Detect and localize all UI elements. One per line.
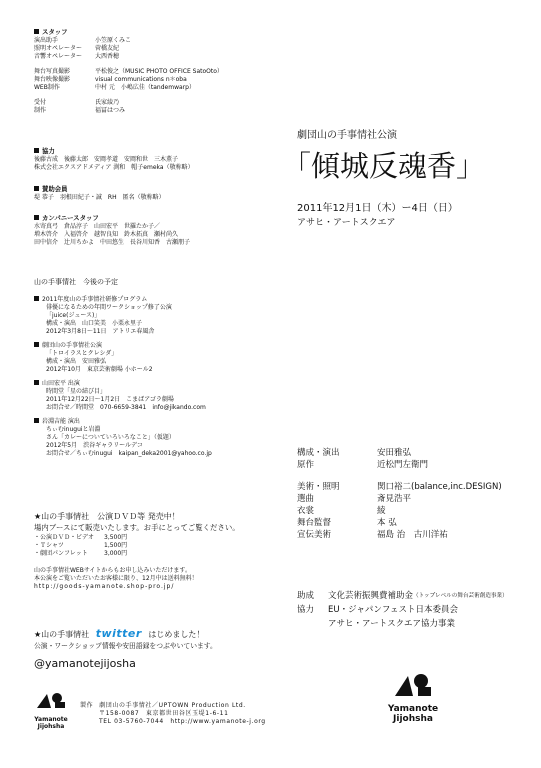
company-staff-section (34, 214, 190, 247)
show-venue: アサヒ・アートスクエア (297, 218, 396, 228)
row-value: 氏家綾乃 (95, 99, 120, 106)
schedule-heading: 山の手事情社 今後の予定 (34, 278, 118, 286)
schedule-contact[interactable]: お問合せ／時間堂 070-6659-3841 info@jikando.com (46, 404, 206, 411)
schedule-item-title-row (34, 418, 212, 426)
row-label: 衣裳 (297, 506, 315, 516)
twitter-section (34, 627, 217, 672)
logo-text-line1: Yamanote (34, 716, 68, 723)
schedule-item-title-row (34, 342, 212, 350)
goods-shop-link[interactable]: http://goods-yamanote.shop-pro.jp/ (34, 583, 175, 590)
production-line1: 劇団山の手事情社／UPTOWN Production Ltd. (99, 702, 246, 709)
credit-row (34, 45, 223, 53)
staff-section (34, 28, 223, 122)
cooperation-label: 協力 (297, 605, 315, 615)
dvd-item-name: ・公演ＤＶＤ・ビデオ (34, 534, 94, 541)
schedule-item-title: 岩淵吉能 演出 (42, 418, 80, 425)
dvd-price-row (34, 550, 240, 558)
credit-row (34, 53, 223, 61)
row-label: 舞台監督 (297, 518, 332, 528)
staff-group-2 (34, 68, 223, 92)
yamanote-logo-icon (29, 688, 73, 712)
grant-note: （トップレベルの舞台芸術創造事業） (413, 593, 508, 599)
dvd-item-price: 3,000円 (104, 550, 128, 557)
credit-row (297, 529, 502, 541)
row-label: 美術・照明 (297, 482, 340, 492)
row-value: 中村 元 小嶋広佳（tandemwarp） (95, 84, 195, 91)
row-value: visual communications n＊oba (95, 76, 187, 83)
dvd-item-name: ・Ｔシャツ (34, 542, 64, 549)
yamanote-logo-icon (383, 668, 443, 700)
square-bullet-icon (34, 148, 39, 153)
grant-value: 文化芸術振興費補助金 (328, 591, 414, 601)
row-value: 大西香穂 (95, 53, 120, 60)
schedule-item-title-row (34, 296, 212, 304)
schedule-item-line: 俳優になるための年間ワークショップ修了公演 (46, 304, 172, 311)
staff-title: スタッフ (42, 28, 68, 36)
credit-row (34, 99, 223, 107)
credits-group-2 (297, 481, 502, 541)
dvd-price-row (34, 542, 240, 550)
schedule-item-title: 2011年度山の手事情社研修プログラム (42, 296, 148, 303)
row-value: 福冨はつみ (95, 107, 126, 114)
square-bullet-icon (34, 186, 39, 191)
cooperation-line: 後藤古成 後藤太郎 安岡孝道 安岡和世 三木薫子 (34, 156, 179, 163)
dvd-heading: ★山の手事情社 公演ＤＶＤ等 発売中！ (34, 512, 180, 521)
dvd-web-line: 本公演をご覧いただいたお客様に限り、12月中は送料無料！ (34, 575, 198, 582)
schedule-item-line: 「トロイラスとクレシダ」 (46, 350, 118, 357)
credit-row (297, 505, 502, 517)
production-address: 〒158-0087 東京都世田谷区玉堤1-6-11 (99, 710, 229, 717)
credit-row (34, 84, 223, 92)
square-bullet-icon (34, 380, 39, 385)
twitter-suffix: はじめました！ (148, 630, 205, 639)
schedule-contact[interactable]: お問合せ／ちぃむinugui kaipan_deka2001@yahoo.co.jp (46, 450, 212, 457)
dvd-subtext: 場内ブースにて販売いたします。お手にとってご覧ください。 (34, 523, 240, 532)
cooperation-title: 協力 (42, 147, 55, 155)
production-label: 製作 (80, 702, 94, 709)
cooperation-value-2: アサヒ・アートスクエア協力事業 (328, 619, 455, 629)
row-value: 関口裕二(balance,inc.DESIGN) (377, 482, 502, 492)
schedule-item-title-row (34, 380, 212, 388)
schedule-item-line: 構成・演出 山口笑美 小栗永里子 (46, 320, 143, 327)
show-troupe-line: 劇団山の手事情社公演 (297, 130, 397, 141)
schedule-item-line: 構成・演出 安田雅弘 (46, 358, 107, 365)
schedule-item (34, 296, 212, 336)
row-label: 構成・演出 (297, 448, 340, 458)
credit-row (297, 493, 502, 505)
square-bullet-icon (34, 296, 39, 301)
row-label: 演出助手 (34, 37, 59, 44)
schedule-item (34, 342, 212, 374)
row-value: 本 弘 (377, 518, 397, 528)
schedule-item-line: 「juice(ジュース)」 (46, 312, 101, 319)
row-label: 制作 (34, 107, 47, 114)
row-label: 宣伝美術 (297, 530, 332, 540)
company-staff-line: 田中信介 辻川ちかよ 中田悠生 長谷川知香 古瀬朋子 (34, 239, 191, 246)
logo-text-line2: Jijohsha (37, 723, 65, 730)
credit-row (297, 517, 502, 529)
schedule-list (34, 296, 212, 464)
credit-row (297, 481, 502, 493)
row-value: 綾 (377, 506, 386, 516)
row-label: 選曲 (297, 494, 315, 504)
row-label: 原作 (297, 460, 315, 470)
schedule-item-line: 2011年12月22日〜1月2日 こまばアゴラ劇場 (46, 396, 174, 403)
production-info (80, 702, 266, 726)
credits (297, 447, 502, 541)
schedule-item-line: 2012年3月8日〜11日 アトリエ春風舎 (46, 328, 155, 335)
row-label: 受付 (34, 99, 47, 106)
company-staff-line: 水寄真弓 倉品淳子 山田宏平 世羅たか子／ (34, 223, 161, 230)
twitter-handle[interactable]: @yamanotejijosha (34, 657, 136, 670)
dvd-item-name: ・劇団パンフレット (34, 550, 88, 557)
row-label: WEB制作 (34, 84, 60, 91)
support-section (297, 589, 508, 631)
credit-row (34, 37, 223, 45)
credits-group-1 (297, 447, 502, 471)
grant-label: 助成 (297, 591, 315, 601)
row-label: 舞台映像撮影 (34, 76, 71, 83)
cooperation-section (34, 147, 194, 172)
dvd-price-row (34, 534, 240, 542)
cooperation-line: 株式会社エクスアドメディア 渕和 帽子emeka（敬称略） (34, 164, 194, 171)
credit-row (34, 107, 223, 115)
dvd-section (34, 511, 240, 591)
twitter-prefix: ★山の手事情社 (34, 630, 90, 639)
row-value: 斎見浩平 (377, 494, 412, 504)
supporters-line: 堤 恭子 羽根田紀子・誠 RH 匿名（敬称略） (34, 194, 165, 201)
schedule-item-line: ちぃむinuguiと岩淵 (46, 426, 101, 433)
credit-row (297, 447, 502, 459)
row-label: 音響オペレーター (34, 53, 83, 60)
company-staff-line: 増木啓介 入福啓介 越智良知 鈴木拓真 瀬村尚久 (34, 231, 179, 238)
production-contact[interactable]: TEL 03-5760-7044 http://www.yamanote-j.org (99, 718, 266, 725)
schedule-item-line: さん「カレーについていろいろなこと」（仮題） (46, 434, 175, 441)
company-staff-title: カンパニースタッフ (42, 214, 99, 222)
twitter-description: 公演・ワークショップ情報や安田語録をつぶやいています。 (34, 642, 217, 650)
row-value: 安田雅弘 (377, 448, 412, 458)
row-value: 福島 治 古川洋祐 (377, 530, 448, 540)
logo-text-line1: Yamanote (387, 704, 439, 714)
schedule-item-title: 山田宏平 出演 (42, 380, 80, 387)
schedule-item-line: 2012年5月 渋谷ギャラリールデコ (46, 442, 143, 449)
schedule-item (34, 380, 212, 412)
row-value: 近松門左衛門 (377, 460, 429, 470)
row-value: 小笠原くみこ (95, 37, 132, 44)
schedule-item-line: 2012年10月 東京芸術劇場 小ホール2 (46, 366, 153, 373)
schedule-item-line: 時間堂「星の結び目」 (46, 388, 107, 395)
square-bullet-icon (34, 418, 39, 423)
show-date: 2011年12月1日（木）ー4日（日） (297, 203, 458, 214)
square-bullet-icon (34, 215, 39, 220)
yamanote-logo-small (29, 688, 73, 730)
yamanote-logo-large (383, 668, 443, 724)
show-title: 「傾城反魂香」 (282, 149, 486, 183)
dvd-price-list (34, 534, 240, 558)
dvd-item-price: 1,500円 (104, 542, 128, 549)
row-value: 菅橋友紀 (95, 45, 120, 52)
schedule-item-title: 劇団山の手事情社公演 (42, 342, 103, 349)
staff-group-3 (34, 99, 223, 115)
credit-row (297, 459, 502, 471)
square-bullet-icon (34, 29, 39, 34)
dvd-item-price: 3,500円 (104, 534, 128, 541)
credit-row (34, 76, 223, 84)
row-value: 平松俊之（MUSIC PHOTO OFFICE SatoOto） (95, 68, 223, 75)
credit-row (34, 68, 223, 76)
supporters-section (34, 185, 165, 202)
square-bullet-icon (34, 342, 39, 347)
cooperation-value: EU・ジャパンフェスト日本委員会 (328, 605, 458, 615)
staff-group-1 (34, 37, 223, 61)
twitter-logo-icon: twitter (95, 627, 142, 640)
dvd-web-line: 山の手事情社WEBサイトからもお申し込みいただけます。 (34, 567, 191, 574)
schedule-item (34, 418, 212, 458)
row-label: 照明オペレーター (34, 45, 83, 52)
logo-text-line2: Jijohsha (393, 714, 433, 724)
supporters-title: 賛助会員 (42, 185, 68, 193)
row-label: 舞台写真撮影 (34, 68, 71, 75)
